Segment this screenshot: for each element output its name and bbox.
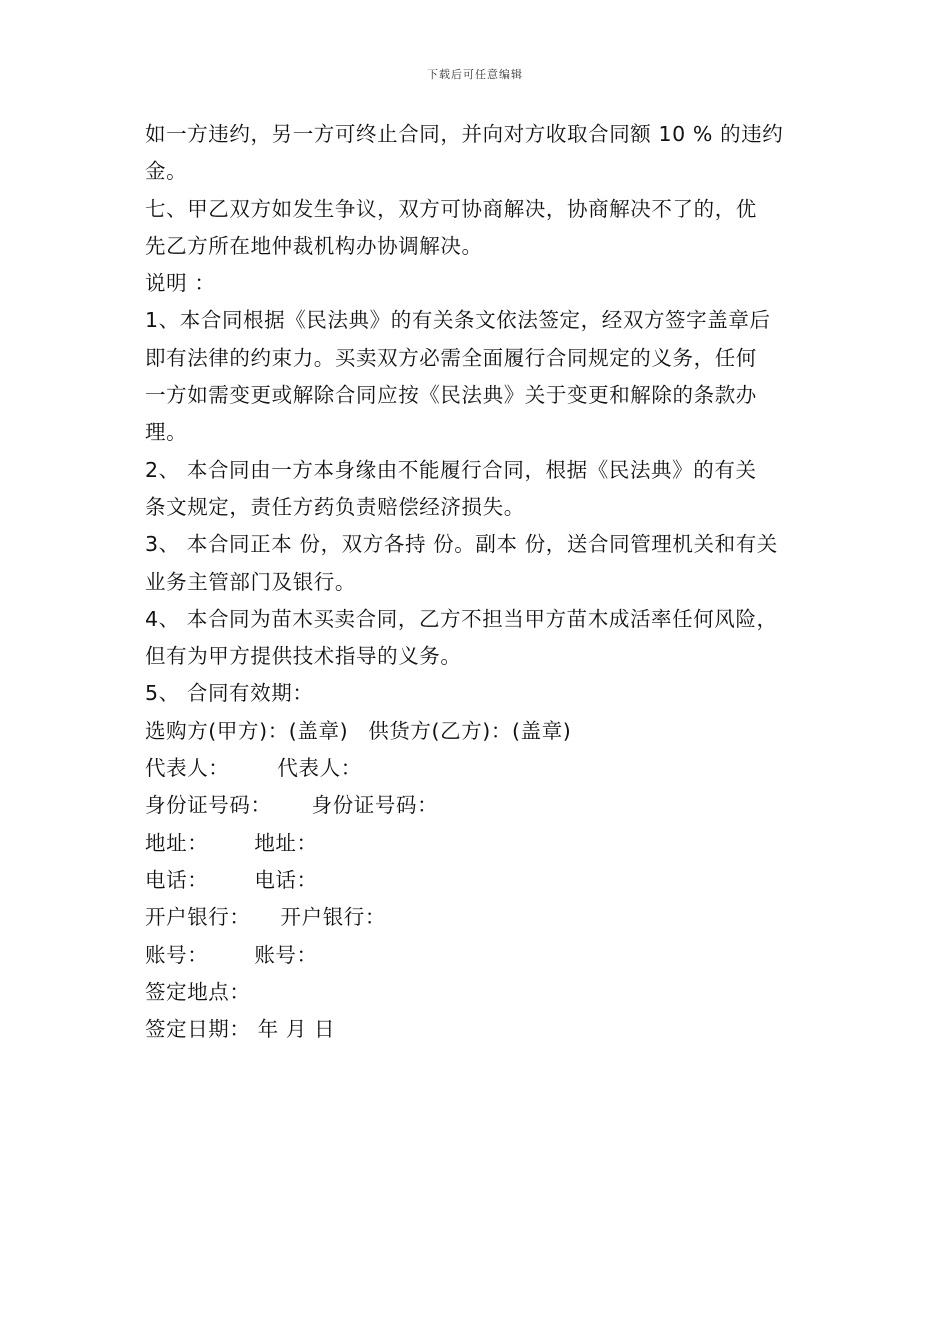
paragraph-line: 5、 合同有效期： <box>145 681 314 706</box>
buyer-id-number-label: 身份证号码： <box>145 793 272 818</box>
paragraph-line: 理。 <box>145 420 188 445</box>
buyer-address-label: 地址： <box>145 830 209 855</box>
field-row-phone <box>145 862 825 899</box>
paragraph-line: 七、甲乙双方如发生争议，双方可协商解决，协商解决不了的，优 <box>145 196 757 221</box>
paragraph-line: 但有为甲方提供技术指导的义务。 <box>145 644 462 669</box>
seller-address-label: 地址： <box>254 830 318 855</box>
seller-account-label: 账号： <box>254 942 318 967</box>
contract-body <box>145 116 825 1048</box>
buyer-representative-label: 代表人： <box>145 756 230 781</box>
paragraph-line: 先乙方所在地仲裁机构办协调解决。 <box>145 233 483 258</box>
field-row-representative <box>145 750 825 787</box>
signature-row <box>145 713 825 750</box>
paragraph-line: 即有法律的约束力。买卖双方必需全面履行合同规定的义务，任何 <box>145 345 757 370</box>
signing-date: 签定日期： 年 月 日 <box>145 1017 336 1042</box>
paragraph-line: 2、 本合同由一方本身缘由不能履行合同，根据《民法典》的有关 <box>145 457 757 482</box>
seller-phone-label: 电话： <box>254 867 318 892</box>
seller-bank-label: 开户银行： <box>280 905 386 930</box>
paragraph-line: 如一方违约，另一方可终止合同，并向对方收取合同额 10 % 的违约 <box>145 122 784 146</box>
paragraph-line: 3、 本合同正本 份，双方各持 份。副本 份，送合同管理机关和有关 <box>145 532 778 557</box>
paragraph-line: 金。 <box>145 159 188 184</box>
paragraph-line: 4、 本合同为苗木买卖合同，乙方不担当甲方苗木成活率任何风险， <box>145 606 778 631</box>
paragraph-line: 1、本合同根据《民法典》的有关条文依法签定，经双方签字盖章后 <box>145 308 771 333</box>
field-row-id-number <box>145 787 825 824</box>
seller-id-number-label: 身份证号码： <box>311 793 439 818</box>
buyer-account-label: 账号： <box>145 942 209 967</box>
field-row-address <box>145 825 825 862</box>
seller-representative-label: 代表人： <box>277 756 362 781</box>
paragraph-line: 一方如需变更或解除合同应按《民法典》关于变更和解除的条款办 <box>145 383 757 408</box>
field-row-bank <box>145 899 825 936</box>
buyer-bank-label: 开户银行： <box>145 905 251 930</box>
seller-signature-label: 供货方(乙方)：(盖章) <box>368 718 572 743</box>
field-row-account <box>145 937 825 974</box>
paragraph-line: 说明 ： <box>145 271 216 296</box>
page-header: 下载后可任意编辑 <box>427 68 523 81</box>
paragraph-line: 业务主管部门及银行。 <box>145 569 356 594</box>
buyer-phone-label: 电话： <box>145 867 209 892</box>
signing-place: 签定地点： <box>145 979 251 1004</box>
paragraph-line: 条文规定，责任方药负责赔偿经济损失。 <box>145 494 525 519</box>
buyer-signature-label: 选购方(甲方)：(盖章) <box>145 718 349 743</box>
